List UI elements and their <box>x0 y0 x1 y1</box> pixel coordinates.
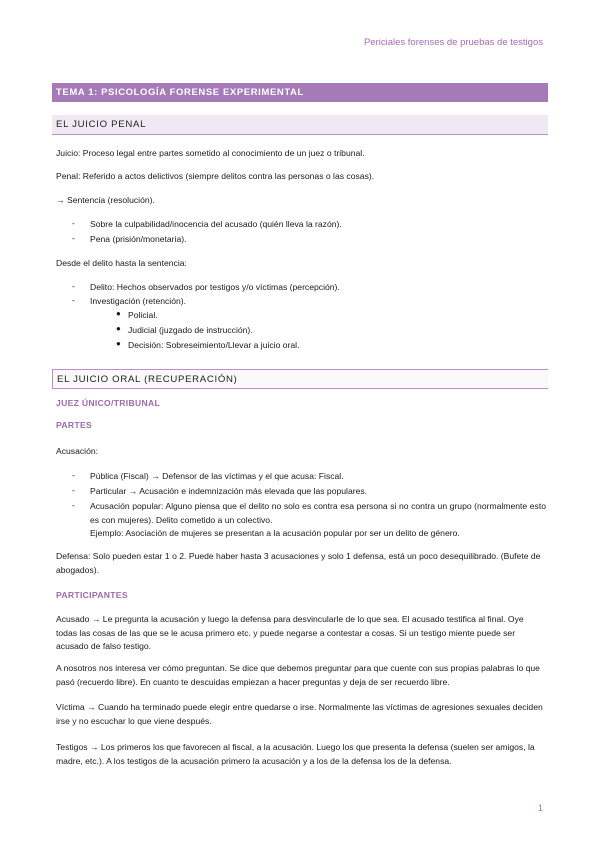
bullet-item: Judicial (juzgado de instrucción). <box>128 325 253 335</box>
list-item: Investigación (retención). <box>90 296 187 306</box>
list-item: Acusación popular: Alguno piensa que el delito no solo es contra esa persona si no contra un grupo (normalmente esto es con mujeres). Delito cometido a un colectivo. <box>90 501 546 525</box>
paragraph-sentencia: → Sentencia (resolución). <box>56 195 155 205</box>
paragraph-defensa: Defensa: Solo pueden estar 1 o 2. Puede haber hasta 3 acusaciones y solo 1 defensa, está un poco desequilibrado. (Bufete de abogados). <box>56 551 541 575</box>
list-dash: - <box>72 485 75 495</box>
bullet-icon: ● <box>116 324 121 333</box>
list-item: Delito: Hechos observados por testigos y/o víctimas (percepción). <box>90 282 340 292</box>
list-item: Pena (prisión/monetaria). <box>90 234 187 244</box>
paragraph-desde-delito: Desde el delito hasta la sentencia: <box>56 258 187 268</box>
chapter-title: TEMA 1: PSICOLOGÍA FORENSE EXPERIMENTAL <box>52 83 548 102</box>
list-dash: - <box>72 500 75 510</box>
list-dash: - <box>72 218 75 228</box>
bullet-item: Decisión: Sobreseimiento/Llevar a juicio oral. <box>128 340 300 350</box>
paragraph-juicio: Juicio: Proceso legal entre partes sometido al conocimiento de un juez o tribunal. <box>56 148 365 158</box>
running-header: Periciales forenses de pruebas de testigos <box>363 37 543 48</box>
bullet-icon: ● <box>116 339 121 348</box>
subheading-partes: PARTES <box>56 420 93 430</box>
list-dash: - <box>72 295 75 305</box>
subheading-participantes: PARTICIPANTES <box>56 590 128 600</box>
list-item: Sobre la culpabilidad/inocencia del acusado (quién lleva la razón). <box>90 219 342 229</box>
list-item: Pública (Fiscal) → Defensor de las víctimas y el que acusa: Fiscal. <box>90 471 344 481</box>
paragraph-acusado: Acusado → Le pregunta la acusación y luego la defensa para desvincularle de lo que sea. El acusado testifica al final. Oye todas las cosas de las que se le acusa primero etc. y puede negarse a contestar a cosas. Si un testigo miente puede ser acusado de falso testigo. <box>56 614 524 651</box>
list-item: Particular → Acusación e indemnización más elevada que las populares. <box>90 486 368 496</box>
paragraph-acusacion: Acusación: <box>56 446 99 456</box>
section-title-juicio-oral: EL JUICIO ORAL (RECUPERACIÓN) <box>52 369 548 389</box>
section-title-juicio-penal: EL JUICIO PENAL <box>52 115 548 135</box>
bullet-icon: ● <box>116 309 121 318</box>
paragraph-testigos: Testigos → Los primeros los que favorecen al fiscal, a la acusación. Luego los que presenta la defensa (suelen ser amigos, la madre, etc.). A los testigos de la acusación primero la acusación y a los de la defensa los de la defensa. <box>56 742 535 766</box>
subheading-juez: JUEZ ÚNICO/TRIBUNAL <box>56 398 161 408</box>
paragraph-penal: Penal: Referido a actos delictivos (siempre delitos contra las personas o las cosas). <box>56 171 375 181</box>
bullet-item: Policial. <box>128 310 158 320</box>
paragraph-nosotros: A nosotros nos interesa ver cómo preguntan. Se dice que debemos preguntar para que cuente con sus propias palabras lo que pasó (recuerdo libre). En cuanto te descuidas empiezan a hacer preguntas y deja de ser recuerdo libre. <box>56 663 540 687</box>
list-dash: - <box>72 281 75 291</box>
page-number: 1 <box>537 803 543 813</box>
list-dash: - <box>72 233 75 243</box>
paragraph-victima: Víctima → Cuando ha terminado puede elegir entre quedarse o irse. Normalmente las víctimas de agresiones sexuales deciden irse y no escuchar lo que viene después. <box>56 702 543 726</box>
list-item-example: Ejemplo: Asociación de mujeres se presentan a la acusación popular por ser un delito de género. <box>90 528 460 538</box>
list-dash: - <box>72 470 75 480</box>
